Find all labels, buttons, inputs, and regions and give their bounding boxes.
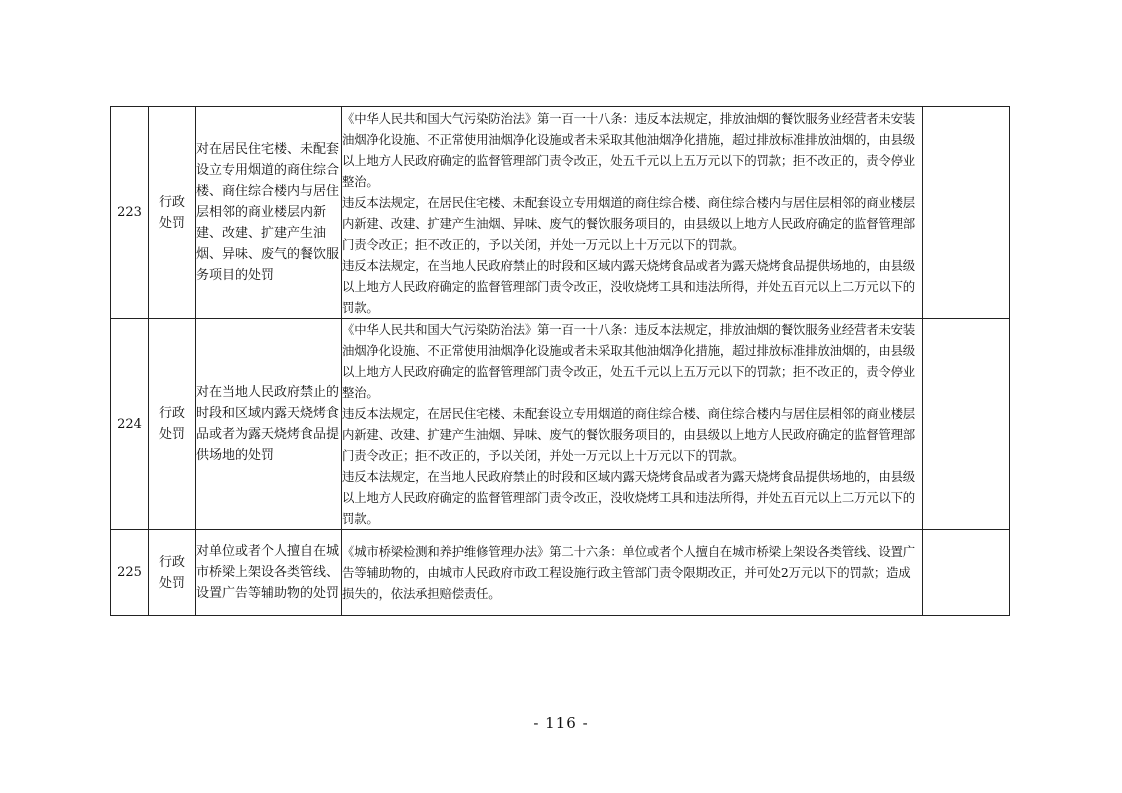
item-number: 223 [111,107,149,319]
item-type-text: 行政 处罚 [158,406,185,442]
remarks-cell [923,530,1010,616]
item-type [149,319,196,530]
item-number: 225 [111,530,149,616]
item-name: 对单位或者个人擅自在城市桥梁上架设各类管线、设置广告等辅助物的处罚 [196,530,342,616]
item-name: 对在居民住宅楼、未配套设立专用烟道的商住综合楼、商住综合楼内与居住层相邻的商业楼层内新建、改建、扩建产生油烟、异味、废气的餐饮服务项目的处罚 [196,107,342,319]
remarks-cell [923,319,1010,530]
item-type-text: 行政 处罚 [158,554,185,591]
page-number: - 116 - [533,714,589,732]
item-type [149,107,196,319]
table-row [111,319,1010,530]
table-row [111,530,1010,616]
legal-basis [342,530,923,616]
remarks-cell [923,107,1010,319]
legal-basis [342,107,923,319]
legal-basis-paragraph: 违反本法规定，在居民住宅楼、未配套设立专用烟道的商住综合楼、商住综合楼内与居住层相邻的商业楼层内新建、改建、扩建产生油烟、异味、废气的餐饮服务项目的，由县级以上地方人民政府确定的监督管理部门责令改正；拒不改正的，予以关闭，并处一万元以上十万元以下的罚款。 [342,406,915,463]
legal-basis-paragraph: 违反本法规定，在居民住宅楼、未配套设立专用烟道的商住综合楼、商住综合楼内与居住层相邻的商业楼层内新建、改建、扩建产生油烟、异味、废气的餐饮服务项目的，由县级以上地方人民政府确定的监督管理部门责令改正；拒不改正的，予以关闭，并处一万元以上十万元以下的罚款。 [342,194,915,252]
law-enforcement-table [110,106,1010,616]
legal-basis [342,319,923,530]
item-name: 对在当地人民政府禁止的时段和区域内露天烧烤食品或者为露天烧烤食品提供场地的处罚 [196,319,342,530]
item-type-text: 行政 处罚 [158,194,185,231]
legal-basis-paragraph: 《中华人民共和国大气污染防治法》第一百一十八条：违反本法规定，排放油烟的餐饮服务业经营者未安装油烟净化设施、不正常使用油烟净化设施或者未采取其他油烟净化措施，超过排放标准排放油烟的，由县级以上地方人民政府确定的监督管理部门责令改正，处五千元以上五万元以下的罚款；拒不改正的，责令停业整治。 [342,110,915,189]
legal-basis-paragraph: 违反本法规定，在当地人民政府禁止的时段和区域内露天烧烤食品或者为露天烧烤食品提供场地的，由县级以上地方人民政府确定的监督管理部门责令改正，没收烧烤工具和违法所得，并处五百元以上二万元以下的罚款。 [342,257,915,315]
legal-basis-paragraph: 《城市桥梁检测和养护维修管理办法》第二十六条：单位或者个人擅自在城市桥梁上架设各类管线、设置广告等辅助物的，由城市人民政府市政工程设施行政主管部门责令限期改正，并可处2万元以下的罚款；造成损失的，依法承担赔偿责任。 [342,544,915,601]
legal-basis-paragraph: 《中华人民共和国大气污染防治法》第一百一十八条：违反本法规定，排放油烟的餐饮服务业经营者未安装油烟净化设施、不正常使用油烟净化设施或者未采取其他油烟净化措施，超过排放标准排放油烟的，由县级以上地方人民政府确定的监督管理部门责令改正，处五千元以上五万元以下的罚款；拒不改正的，责令停业整治。 [342,322,915,400]
item-number: 224 [111,319,149,530]
legal-basis-paragraph: 违反本法规定，在当地人民政府禁止的时段和区域内露天烧烤食品或者为露天烧烤食品提供场地的，由县级以上地方人民政府确定的监督管理部门责令改正，没收烧烤工具和违法所得，并处五百元以上二万元以下的罚款。 [342,469,915,526]
item-type [149,530,196,616]
table-row [111,107,1010,319]
